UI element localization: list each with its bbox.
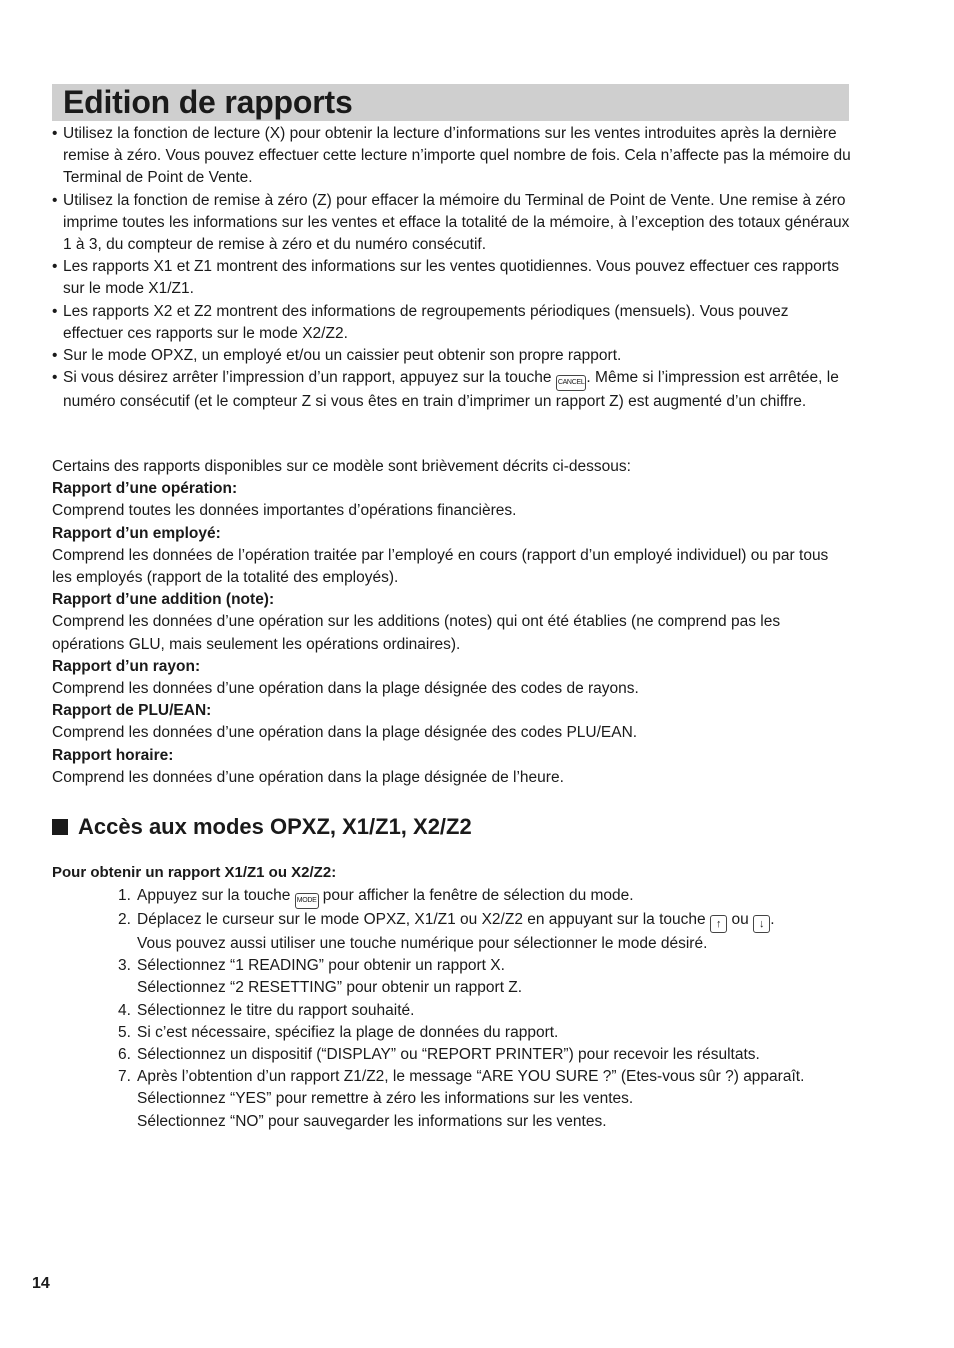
step-text: Sélectionnez “2 RESETTING” pour obtenir un rapport Z. [137,979,523,997]
step-number: 4. [118,1001,131,1019]
step-text: Après l’obtention d’un rapport Z1/Z2, le message “ARE YOU SURE ?” (Etes-vous sûr ?) apparaît. [137,1068,805,1086]
step-text: Sélectionnez “YES” pour remettre à zéro les informations sur les ventes. [137,1090,634,1108]
report-text: Comprend les données d’une opération sur les additions (notes) qui ont été établies (ne comprend pas les opérations GLU, mais seulement les opérations ordinaires). [52,613,781,653]
step-text: Vous pouvez aussi utiliser une touche numérique pour sélectionner le mode désiré. [137,935,708,952]
info-bullet-list [52,123,852,413]
step-text: . [770,911,775,928]
step-text: Si c’est nécessaire, spécifiez la plage de données du rapport. [137,1023,559,1041]
step-number: 5. [118,1023,131,1041]
procedure-steps [118,885,838,1133]
step-text: Sélectionnez “NO” pour sauvegarder les informations sur les ventes. [137,1112,607,1130]
report-text: Comprend les données d’une opération dans la plage désignée des codes PLU/EAN. [52,724,638,742]
report-heading: Rapport de PLU/EAN: [52,702,212,720]
bullet-item: • Utilisez la fonction de lecture (X) pour obtenir la lecture d’informations sur les ventes introduites après la dernière remise à zéro. Vous pouvez effectuer cette lecture n’importe quel nombre de fois. Cela n’affecte pas la mémoire du Terminal de Point de Vente. [52,123,852,190]
report-heading: Rapport d’un employé: [52,524,221,542]
step-text: Sélectionnez “1 READING” pour obtenir un rapport X. [137,957,505,975]
step-item [118,909,838,955]
section-header [52,813,472,841]
bullet-item: • Utilisez la fonction de remise à zéro (Z) pour effacer la mémoire du Terminal de Point de Vente. Une remise à zéro imprime toutes les informations sur les ventes et efface la totalité de la mémoire, à l’exception des totaux généraux 1 à 3, du compteur de remise à zéro et du numéro consécutif. [52,190,852,257]
step-number: 7. [118,1068,131,1086]
bullet-item: • Les rapports X1 et Z1 montrent des informations sur les ventes quotidiennes. Vous pouvez effectuer ces rapports sur le mode X1/Z1. [52,256,852,300]
report-text: Comprend les données de l’opération traitée par l’employé en cours (rapport d’un employé individuel) ou par tous les employés (rapport de la totalité des employés). [52,546,829,587]
step-text: ou [727,911,754,928]
intro-text: Certains des rapports disponibles sur ce modèle sont brièvement décrits ci-dessous: [52,458,631,475]
step-number: 3. [118,957,131,975]
page-title: Edition de rapports [63,84,353,120]
title-bar [52,84,849,121]
mode-key-icon: MODE [295,893,319,909]
bullet-text: . Même si l’impression est arrêtée, le numéro consécutif (et le compteur Z si vous êtes en train d’imprimer un rapport Z) est augmenté d’un chiffre. [63,369,839,411]
procedure-heading: Pour obtenir un rapport X1/Z1 ou X2/Z2: [52,864,337,881]
report-text: Comprend les données d’une opération dans la plage désignée des codes de rayons. [52,680,639,698]
up-arrow-key-icon: ↑ [710,915,727,933]
step-text: Déplacez le curseur sur le mode OPXZ, X1/Z1 ou X2/Z2 en appuyant sur la touche [137,911,710,928]
step-item [118,955,838,999]
step-text: Sélectionnez un dispositif (“DISPLAY” ou “REPORT PRINTER”) pour recevoir les résultats. [137,1046,760,1064]
report-heading: Rapport d’un rayon: [52,657,201,675]
step-item [118,1022,838,1044]
bullet-item: • Les rapports X2 et Z2 montrent des informations de regroupements périodiques (mensuels). Vous pouvez effectuer ces rapports sur le mode X2/Z2. [52,301,852,345]
report-heading: Rapport horaire: [52,746,174,764]
step-text: Sélectionnez le titre du rapport souhaité. [137,1001,415,1019]
report-text: Comprend toutes les données importantes d’opérations financières. [52,502,517,520]
bullet-item [52,367,852,413]
step-item [118,1066,838,1133]
report-text: Comprend les données d’une opération dans la plage désignée de l’heure. [52,768,564,786]
report-heading: Rapport d’une addition (note): [52,591,275,609]
step-text: pour afficher la fenêtre de sélection du mode. [318,887,634,904]
bullet-item: • Sur le mode OPXZ, un employé et/ou un caissier peut obtenir son propre rapport. [52,345,852,367]
bullet-text: Si vous désirez arrêter l’impression d’un rapport, appuyez sur la touche [63,369,556,387]
step-item [118,1000,838,1022]
report-heading: Rapport d’une opération: [52,480,238,498]
section-title: Accès aux modes OPXZ, X1/Z1, X2/Z2 [78,814,472,839]
down-arrow-key-icon: ↓ [753,915,770,933]
cancel-key-icon: CANCEL [556,375,587,391]
step-text: Appuyez sur la touche [137,887,295,904]
step-item [118,1044,838,1066]
step-number: 2. [118,911,131,928]
square-bullet-icon [52,819,68,835]
step-item [118,885,838,909]
step-number: 6. [118,1046,131,1064]
page-number: 14 [32,1275,50,1292]
step-number: 1. [118,887,131,904]
report-descriptions [52,456,852,789]
